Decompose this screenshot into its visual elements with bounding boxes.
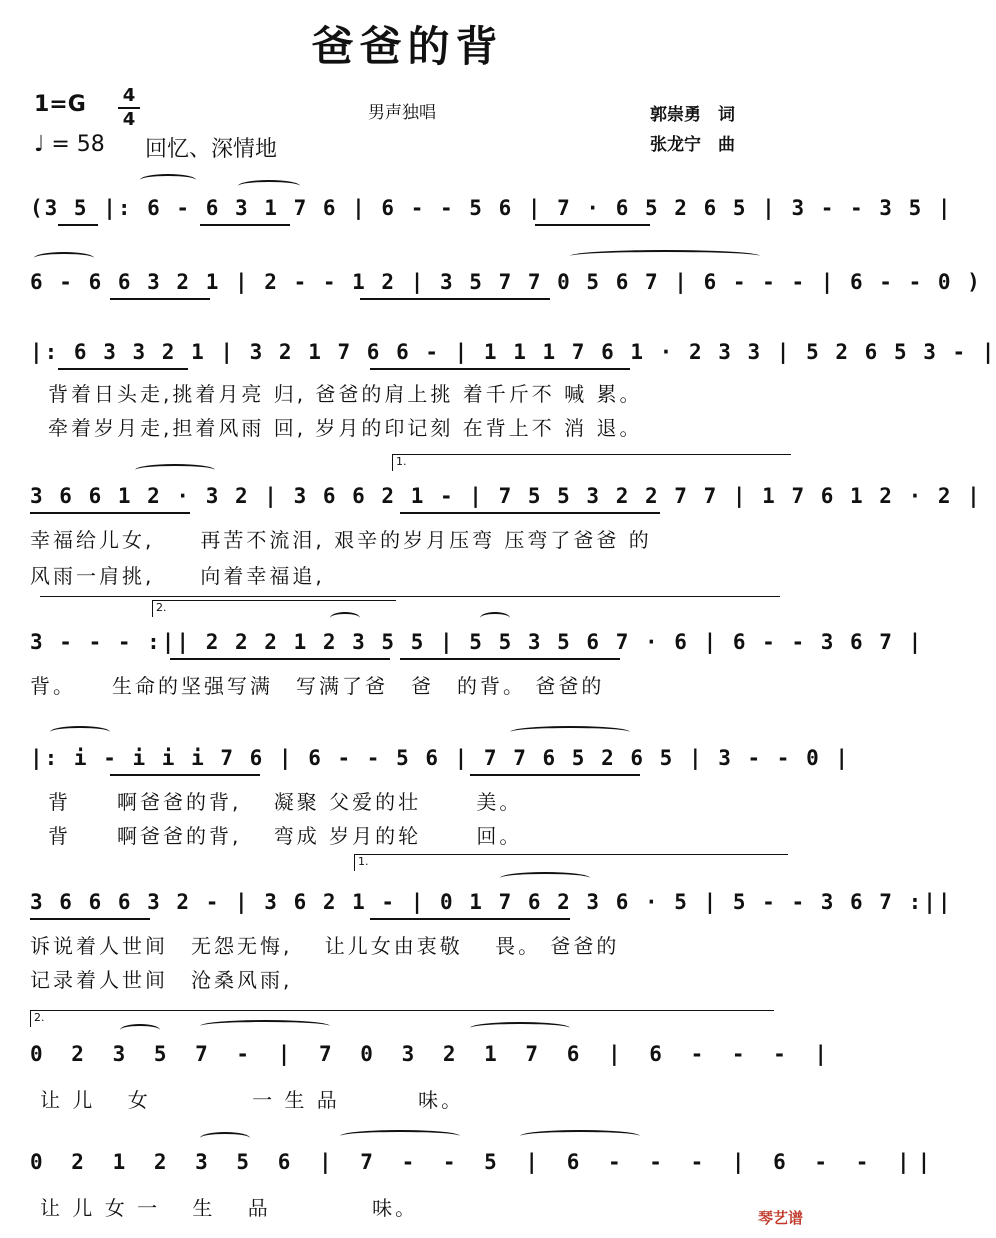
notation-line: 0 2 3 5 7 - | 7 0 3 2 1 7 6 | 6 - - - | (30, 1042, 836, 1066)
slur (50, 726, 110, 738)
performance-type: 男声独唱 (368, 103, 436, 123)
notation-line: 0 2 1 2 3 5 6 | 7 - - 5 | 6 - - - | 6 - - || (30, 1150, 939, 1174)
lyric-verse-1: 诉说着人世间 无怨无悔, 让儿女由衷敬 畏。 爸爸的 (30, 934, 620, 958)
slur (120, 1024, 160, 1036)
score-row-5 (30, 601, 924, 700)
tempo-marking: ♩ = 58 (34, 132, 105, 157)
slur (510, 726, 630, 738)
volta-bracket: 1. (392, 454, 791, 471)
beam-line (400, 512, 660, 514)
lyric-verse-2: 牵着岁月走,担着风雨 回, 岁月的印记刻 在背上不 消 退。 (48, 416, 643, 440)
volta-bracket: 1. (354, 854, 788, 871)
notation-line: 3 6 6 1 2 · 3 2 | 3 6 6 2 1 - | 7 5 5 3 2 2 7 7 | 1 7 6 1 2 · 2 | (30, 484, 982, 508)
beam-line (370, 918, 570, 920)
time-signature-bottom: 4 (122, 109, 136, 130)
beam-line (370, 368, 630, 370)
score-row-2 (30, 270, 982, 330)
slur (470, 1022, 570, 1034)
score-row-3 (30, 340, 996, 440)
lyricist-credit: 郭崇勇 词 (650, 105, 735, 125)
score-row-8 (30, 1011, 836, 1112)
watermark-logo (758, 1207, 803, 1228)
volta-bracket: 2. (30, 1010, 774, 1027)
score-row-1 (30, 196, 953, 256)
beam-line (200, 224, 290, 226)
score-row-7 (30, 855, 953, 992)
score-row-4 (30, 455, 982, 588)
slur (34, 252, 94, 264)
lyric-line: 让 儿 女 一 生 品 味。 (40, 1196, 419, 1220)
beam-line (360, 298, 550, 300)
time-signature-top: 4 (122, 85, 136, 106)
slur (135, 464, 215, 476)
section-divider (40, 596, 780, 597)
beam-line (30, 512, 190, 514)
slur (480, 612, 510, 624)
beam-line (470, 774, 640, 776)
notation-line: |: i - i i i 7 6 | 6 - - 5 6 | 7 7 6 5 2 6 5 | 3 - - 0 | (30, 746, 851, 770)
notation-line: 3 6 6 6 3 2 - | 3 6 2 1 - | 0 1 7 6 2 3 6 · 5 | 5 - - 3 6 7 :|| (30, 890, 953, 914)
volta-bracket: 2. (152, 600, 396, 617)
slur (200, 1020, 330, 1032)
lyric-verse-2: 风雨一肩挑, 向着幸福追, (30, 564, 325, 588)
expression-marking: 回忆、深情地 (145, 137, 278, 162)
slur (330, 612, 360, 624)
slur (140, 174, 196, 186)
notation-line: 3 - - - :|| 2 2 2 1 2 3 5 5 | 5 5 3 5 6 7 · 6 | 6 - - 3 6 7 | (30, 630, 924, 654)
notation-line: (3 5 |: 6 - 6 3 1 7 6 | 6 - - 5 6 | 7 · 6 5 2 6 5 | 3 - - 3 5 | (30, 196, 953, 220)
lyric-verse-1: 背 啊爸爸的背, 凝聚 父爱的壮 美。 (48, 790, 523, 814)
slur (520, 1130, 640, 1142)
beam-line (400, 658, 620, 660)
song-title: 爸爸的背 (311, 22, 504, 71)
notation-line: |: 6 3 3 2 1 | 3 2 1 7 6 6 - | 1 1 1 7 6 1 · 2 3 3 | 5 2 6 5 3 - | (30, 340, 996, 364)
slur (570, 250, 760, 262)
key-signature: 1=G (34, 92, 86, 117)
composer-credit: 张龙宁 曲 (650, 135, 735, 155)
lyric-verse-2: 记录着人世间 沧桑风雨, (30, 968, 293, 992)
score-row-6 (30, 746, 851, 848)
slur (500, 872, 590, 884)
notation-line: 6 - 6 6 3 2 1 | 2 - - 1 2 | 3 5 7 7 0 5 6 7 | 6 - - - | 6 - - 0 ) (30, 270, 982, 294)
beam-line (58, 368, 188, 370)
time-signature (118, 86, 140, 130)
slur (200, 1132, 250, 1144)
lyric-line: 让 儿 女 一 生 品 味。 (40, 1088, 465, 1112)
beam-line (58, 224, 98, 226)
beam-line (110, 774, 260, 776)
triplet-slur (238, 180, 300, 192)
beam-line (535, 224, 650, 226)
beam-line (110, 298, 210, 300)
beam-line (30, 918, 150, 920)
lyric-verse-1: 幸福给儿女, 再苦不流泪, 艰辛的岁月压弯 压弯了爸爸 的 (30, 528, 652, 552)
lyric-verse-2: 背 啊爸爸的背, 弯成 岁月的轮 回。 (48, 824, 523, 848)
watermark-text: 琴艺谱 (757, 1209, 803, 1227)
slur (340, 1130, 460, 1142)
lyric-line: 背。 生命的坚强写满 写满了爸 爸 的背。 爸爸的 (30, 674, 605, 698)
beam-line (170, 658, 390, 660)
lyric-verse-1: 背着日头走,挑着月亮 归, 爸爸的肩上挑 着千斤不 喊 累。 (48, 382, 643, 406)
